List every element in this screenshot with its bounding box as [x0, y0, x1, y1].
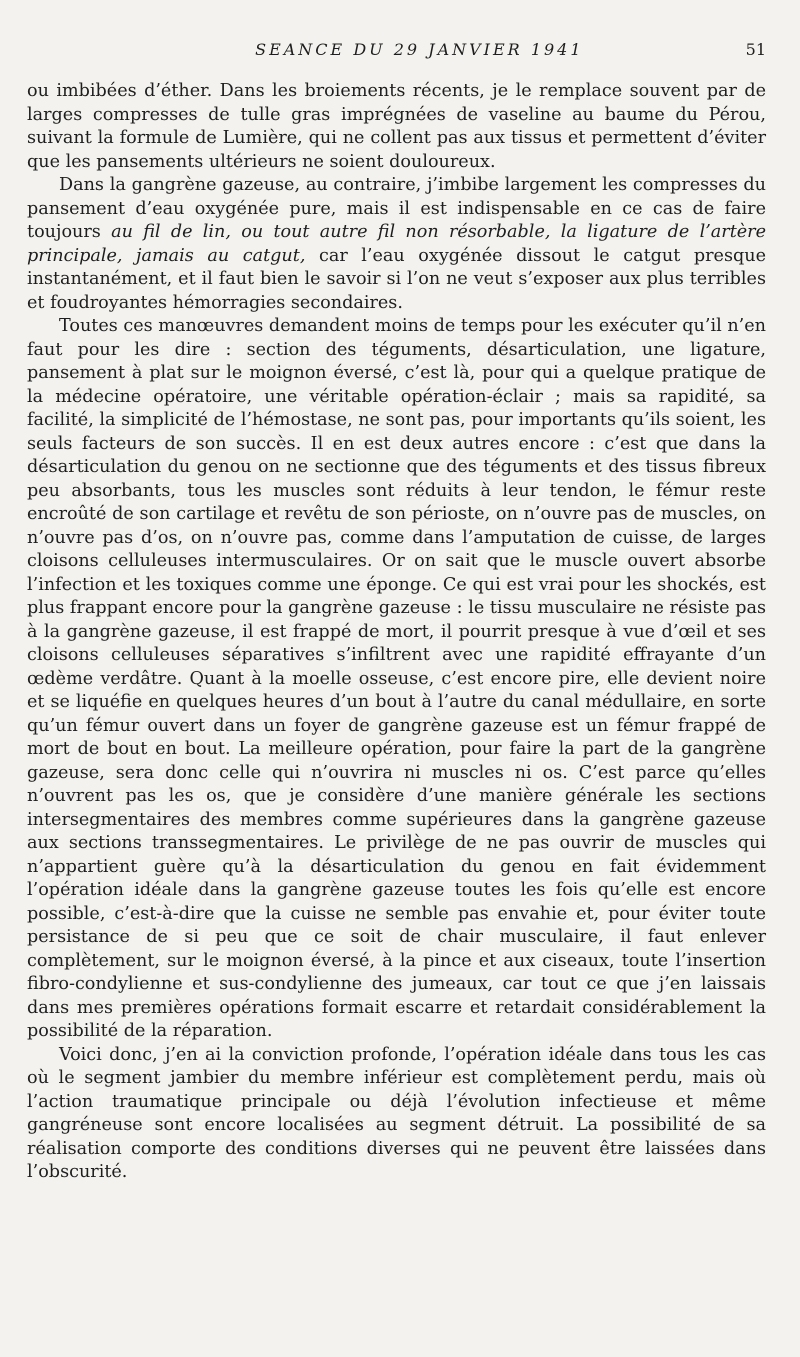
paragraph-3 [27, 315, 766, 1044]
paragraph-3-text: Toutes ces manœuvres demandent moins de temps pour les exécuter qu’il n’en faut pour les dire : section des téguments, désarticulation, une ligature, pansement à plat sur le moignon éversé, c’est là, pour qui a quelque pratique de la médecine opératoire, une véritable opération-éclair ; mais sa rapidité, sa facilité, la simplicité de l’hémostase, ne sont pas, pour importants qu’ils soient, les seuls facteurs de son succès. Il en est deux autres encore : c’est que dans la désarticulation du genou on ne sectionne que des téguments et des tissus fibreux peu absorbants, tous les muscles sont réduits à leur tendon, le fémur reste encroûté de son cartilage et revêtu de son périoste, on n’ouvre pas de muscles, on n’ouvre pas d’os, on n’ouvre pas, comme dans l’amputation de cuisse, de larges cloisons celluleuses intermusculaires. Or on sait que le muscle ouvert absorbe l’infection et les toxiques comme une éponge. Ce qui est vrai pour les shockés, est plus frappant encore pour la gangrène gazeuse : le tissu musculaire ne résiste pas à la gangrène gazeuse, il est frappé de mort, il pourrit presque à vue d’œil et ses cloisons celluleuses séparatives s’infiltrent avec une rapidité effrayante d’un œdème verdâtre. Quant à la moelle osseuse, c’est encore pire, elle devient noire et se liquéfie en quelques heures d’un bout à l’autre du canal médullaire, en sorte qu’un fémur ouvert dans un foyer de gangrène gazeuse est un fémur frappé de mort de bout en bout. La meilleure opération, pour faire la part de la gangrène gazeuse, sera donc celle qui n’ouvrira ni muscles ni os. C’est parce qu’elles n’ouvrent pas les os, que je considère d’une manière générale les sections intersegmentaires des membres comme supérieures dans la gangrène gazeuse aux sections transsegmentaires. Le privilège de ne pas ouvrir de muscles qui n’appartient guère qu’à la désarticulation du genou en fait évidemment l’opération idéale dans la gangrène gazeuse toutes les fois qu’elle est encore possible, c’est-à-dire que la cuisse ne semble pas envahie et, pour éviter toute persistance de si peu que ce soit de chair musculaire, il faut enlever complètement, sur le moignon éversé, à la pince et aux ciseaux, toute l’insertion fibro-condylienne et sus-condylienne des jumeaux, car tout ce que j’en laissais dans mes premières opérations formait escarre et retardait considérablement la possibilité de la réparation. [27, 316, 766, 1041]
paragraph-4 [27, 1044, 766, 1185]
running-title: SEANCE DU 29 JANVIER 1941 [255, 40, 584, 59]
paragraph-2 [27, 174, 766, 315]
running-header [27, 40, 766, 80]
paragraph-2-italic: au fil de lin, ou tout autre fil non résorbable, la ligature de l’artère principale, jamais au catgut, [27, 222, 766, 266]
paragraph-2-text-b: car l’eau oxygénée dissout le catgut presque instantanément, et il faut bien le savoir si l’on ne veut s’exposer aux plus terribles et foudroyantes hémorragies secondaires. [27, 245, 766, 313]
paragraph-2-text-a: Dans la gangrène gazeuse, au contraire, j’imbibe largement les compresses du pansement d’eau oxygénée pure, mais il est indispensable en ce cas de faire toujours [27, 175, 766, 242]
paragraph-4-text: Voici donc, j’en ai la conviction profonde, l’opération idéale dans tous les cas où le segment jambier du membre inférieur est complètement perdu, mais où l’action traumatique principale ou déjà l’évolution infectieuse et même gangréneuse sont encore localisées au segment détruit. La possibilité de sa réalisation comporte des conditions diverses qui ne peuvent être laissées dans l’obscurité. [27, 1044, 766, 1182]
body-text [27, 80, 766, 1185]
page-number: 51 [745, 40, 766, 59]
paragraph-1 [27, 80, 766, 174]
paragraph-1-text: ou imbibées d’éther. Dans les broiements récents, je le remplace souvent par de larges compresses de tulle gras imprégnées de vaseline au baume du Pérou, suivant la formule de Lumière, qui ne collent pas aux tissus et permettent d’éviter que les pansements ultérieurs ne soient douloureux. [27, 81, 766, 172]
